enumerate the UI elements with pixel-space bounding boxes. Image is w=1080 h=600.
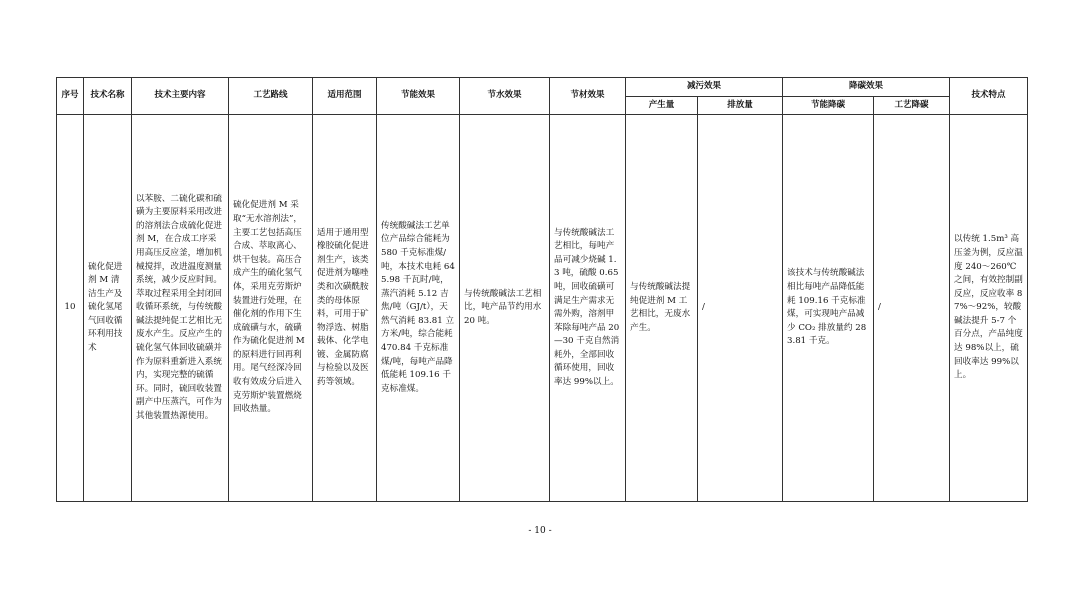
cell-main-content: 以苯胺、二硫化碳和硫磺为主要原料采用改进的溶剂法合成硫化促进剂 M，在合成工序采用高压反应釜，增加机械搅拌，改进温度测量系统，减少反应时间。萃取过程采用全封闭回收循环系统，与传统酸碱法提纯促工艺相比无废水产生。反应产生的硫化氢气体回收硫磺并作为原料重新进入系统内，实现完整的硫循环。同时，硫回收装置副产中压蒸汽，可作为其他装置热源使用。 <box>132 115 229 502</box>
cell-seq: 10 <box>57 115 84 502</box>
header-features: 技术特点 <box>950 78 1028 115</box>
cell-material-effect: 与传统酸碱法工艺相比，每吨产品可减少烧碱 1.3 吨，硫酸 0.65 吨，回收硫磺可满足生产需求无需外购，溶剂甲苯除每吨产品 20—30 千克自然消耗外，全部回收循环使用，回收率达 99%以上。 <box>550 115 626 502</box>
header-row-1 <box>57 78 1028 97</box>
page-number: - 10 - <box>528 526 552 536</box>
header-material-effect: 节材效果 <box>550 78 626 115</box>
header-main-content: 技术主要内容 <box>132 78 229 115</box>
header-pollution-group: 减污效果 <box>626 78 783 97</box>
cell-process-route: 硫化促进剂 M 采取“无水溶剂法”，主要工艺包括高压合成、萃取离心、烘干包装。高压合成产生的硫化氢气体，采用克劳斯炉装置进行处理，在催化剂的作用下生成硫磺与水，硫磺作为硫化促进剂 M 的原料进行回再利用。尾气经深冷回收有效成分后进入克劳斯炉装置燃烧回收热量。 <box>229 115 313 502</box>
header-pollution-emission: 排放量 <box>698 96 783 115</box>
cell-carbon-process: / <box>874 115 950 502</box>
cell-features: 以传统 1.5m³ 高压釜为例，反应温度 240～260℃之间，有效控制副反应，反应收率 87%～92%，较酸碱法提升 5-7 个百分点，产品纯度达 98%以上，硫回收率达 99%以上。 <box>950 115 1028 502</box>
header-pollution-generation: 产生量 <box>626 96 698 115</box>
header-tech-name: 技术名称 <box>84 78 132 115</box>
cell-carbon-energy: 该技术与传统酸碱法相比每吨产品降低能耗 109.16 千克标准煤，可实现吨产品减少 CO₂ 排放量约 283.81 千克。 <box>783 115 874 502</box>
cell-scope: 适用于通用型橡胶硫化促进剂生产，该类促进剂为噻唑类和次磺酰胺类的母体原料，可用于矿物浮选、树脂载体、化学电镀、金属防腐与检验以及医药等领域。 <box>313 115 377 502</box>
header-water-effect: 节水效果 <box>460 78 550 115</box>
technology-table <box>56 77 1028 502</box>
cell-pollution-emission: / <box>698 115 783 502</box>
cell-water-effect: 与传统酸碱法工艺相比，吨产品节约用水 20 吨。 <box>460 115 550 502</box>
cell-tech-name: 硫化促进剂 M 清洁生产及硫化氢尾气回收循环利用技术 <box>84 115 132 502</box>
header-carbon-energy: 节能降碳 <box>783 96 874 115</box>
header-carbon-group: 降碳效果 <box>783 78 950 97</box>
header-scope: 适用范围 <box>313 78 377 115</box>
table-row <box>57 115 1028 502</box>
header-seq: 序号 <box>57 78 84 115</box>
header-process-route: 工艺路线 <box>229 78 313 115</box>
cell-energy-effect: 传统酸碱法工艺单位产品综合能耗为 580 千克标准煤/吨，本技术电耗 645.98 千瓦时/吨，蒸汽消耗 5.12 吉焦/吨（GJ/t），天然气消耗 83.81 立方米/吨，综合能耗 470.84 千克标准煤/吨，每吨产品降低能耗 109.16 千克标准煤。 <box>377 115 460 502</box>
header-energy-effect: 节能效果 <box>377 78 460 115</box>
cell-pollution-generation: 与传统酸碱法提纯促进剂 M 工艺相比，无废水产生。 <box>626 115 698 502</box>
header-carbon-process: 工艺降碳 <box>874 96 950 115</box>
